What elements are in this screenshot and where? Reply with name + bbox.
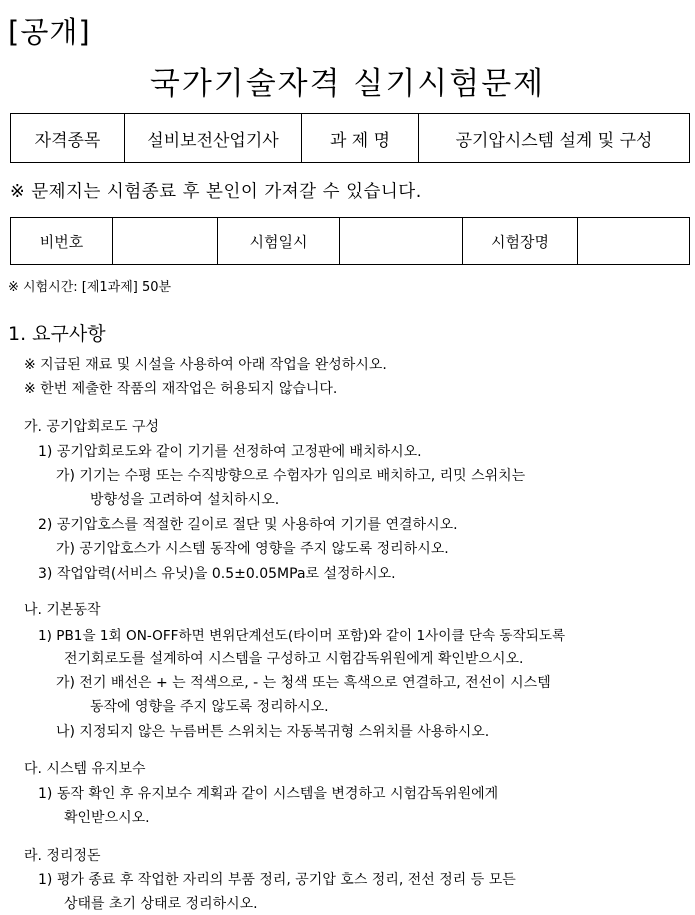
page-title: 국가기술자격 실기시험문제 xyxy=(149,66,546,102)
section-title: 1. 요구사항 xyxy=(8,323,106,345)
list-item: 1) 평가 종료 후 작업한 자리의 부품 정리, 공기압 호스 정리, 전선 정리 등 모든 xyxy=(38,872,516,888)
task-name-value: 공기압시스템 설계 및 구성 xyxy=(419,114,690,163)
list-item: 가) 전기 배선은 + 는 적색으로, - 는 청색 또는 흑색으로 연결하고, 전선이 시스템 xyxy=(56,675,551,691)
list-item: 2) 공기압호스를 적절한 길이로 절단 및 사용하여 기기를 연결하시오. xyxy=(38,517,458,533)
subsection-heading: 라. 정리정돈 xyxy=(24,848,101,864)
list-item: 1) PB1을 1회 ON-OFF하면 변위단계선도(타이머 포함)와 같이 1사이클 단속 동작되도록 xyxy=(38,628,566,644)
subsection-heading: 다. 시스템 유지보수 xyxy=(24,761,146,777)
exam-date-label: 시험일시 xyxy=(218,218,340,265)
list-item: 동작에 영향을 주지 않도록 정리하시오. xyxy=(90,699,329,715)
qualification-label: 자격종목 xyxy=(11,114,125,163)
list-item: 3) 작업압력(서비스 유닛)을 0.5±0.05MPa로 설정하시오. xyxy=(38,566,396,582)
exam-date-value xyxy=(340,218,463,265)
list-item: 확인받으시오. xyxy=(64,810,150,826)
list-item: 나) 지정되지 않은 누름버튼 스위치는 자동복귀형 스위치를 사용하시오. xyxy=(56,724,490,740)
subsection-heading: 나. 기본동작 xyxy=(24,602,101,618)
notice-text: ※ 문제지는 시험종료 후 본인이 가져갈 수 있습니다. xyxy=(10,182,422,202)
seat-number-value xyxy=(113,218,218,265)
task-name-label: 과 제 명 xyxy=(302,114,419,163)
id-table xyxy=(10,217,690,265)
list-item: 1) 동작 확인 후 유지보수 계획과 같이 시스템을 변경하고 시험감독위원에게 xyxy=(38,786,499,802)
subsection-heading: 가. 공기압회로도 구성 xyxy=(24,419,160,435)
exam-site-value xyxy=(578,218,690,265)
list-item: 가) 공기압호스가 시스템 동작에 영향을 주지 않도록 정리하시오. xyxy=(56,541,449,557)
list-item: 전기회로도를 설계하여 시스템을 구성하고 시험감독위원에게 확인받으시오. xyxy=(64,651,524,667)
instruction-note: ※ 한번 제출한 작품의 재작업은 허용되지 않습니다. xyxy=(24,381,338,397)
list-item: 방향성을 고려하여 설치하시오. xyxy=(90,492,280,508)
seat-number-label: 비번호 xyxy=(11,218,113,265)
exam-site-label: 시험장명 xyxy=(463,218,578,265)
public-tag: [공개] xyxy=(8,15,91,49)
qualification-value: 설비보전산업기사 xyxy=(125,114,302,163)
list-item: 상태를 초기 상태로 정리하시오. xyxy=(64,896,258,912)
list-item: 가) 기기는 수평 또는 수직방향으로 수험자가 임의로 배치하고, 리밋 스위치는 xyxy=(56,468,526,484)
instruction-note: ※ 지급된 재료 및 시설을 사용하여 아래 작업을 완성하시오. xyxy=(24,357,387,373)
list-item: 1) 공기압회로도와 같이 기기를 선정하여 고정판에 배치하시오. xyxy=(38,444,422,460)
exam-time-note: ※ 시험시간: [제1과제] 50분 xyxy=(8,280,172,295)
info-table xyxy=(10,113,690,163)
